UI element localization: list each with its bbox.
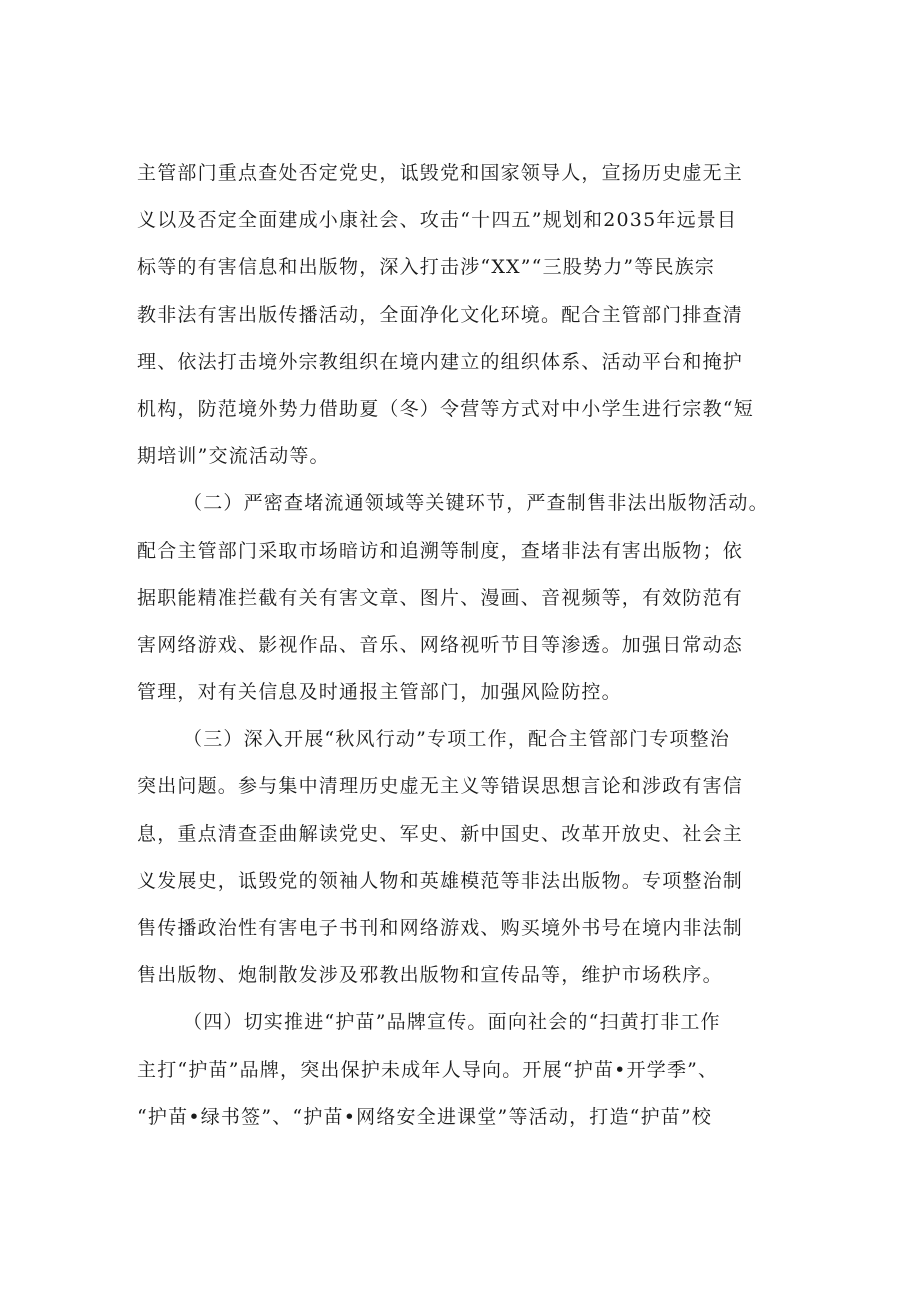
document-body <box>137 150 797 1141</box>
text-line: 突出问题。参与集中清理历史虚无主义等错误思想言论和涉政有害信 <box>137 775 744 798</box>
paragraph-3 <box>137 716 797 999</box>
text-line: 据职能精准拦截有关有害文章、图片、漫画、音视频等，有效防范有 <box>137 586 744 609</box>
paragraph-2 <box>137 480 797 716</box>
text-line: 息，重点清查歪曲解读党史、军史、新中国史、改革开放史、社会主 <box>137 822 744 845</box>
paragraph-heading-line: （三）深入开展“秋风行动”专项工作，配合主管部门专项整治 <box>183 728 731 751</box>
paragraph-1 <box>137 150 797 480</box>
text-line: 售传播政治性有害电子书刊和网络游戏、购买境外书号在境内非法制 <box>137 917 744 939</box>
text-line: 配合主管部门采取市场暗访和追溯等制度，查堵非法有害出版物；依 <box>137 539 744 562</box>
paragraph-heading-line: （四）切实推进“护苗”品牌宣传。面向社会的“扫黄打非工作 <box>183 1011 721 1034</box>
text-line: 主管部门重点查处否定党史，诋毁党和国家领导人，宣扬历史虚无主 <box>137 162 744 184</box>
text-line: 义发展史，诋毁党的领袖人物和英雄模范等非法出版物。专项整治制 <box>137 869 744 892</box>
text-line: 标等的有害信息和出版物，深入打击涉“XX”“三股势力”等民族宗 <box>137 256 716 279</box>
text-line: 机构，防范境外势力借助夏（冬）令营等方式对中小学生进行宗教“短 <box>137 397 754 420</box>
text-line: 害网络游戏、影视作品、音乐、网络视听节目等渗透。加强日常动态 <box>137 633 744 656</box>
paragraph-heading-line: （二）严密查堵流通领域等关键环节，严查制售非法出版物活动。 <box>183 492 769 515</box>
text-line: 期培训”交流活动等。 <box>137 445 330 468</box>
text-line: “护苗•绿书签”、“护苗•网络安全进课堂”等活动，打造“护苗”校 <box>137 1105 713 1128</box>
text-line: 义以及否定全面建成小康社会、攻击“十四五”规划和2035年远景目 <box>137 209 738 232</box>
text-line: 教非法有害出版传播活动，全面净化文化环境。配合主管部门排查清 <box>137 303 744 326</box>
paragraph-4 <box>137 999 797 1141</box>
text-line: 理、依法打击境外宗教组织在境内建立的组织体系、活动平台和掩护 <box>137 350 744 373</box>
text-line: 售出版物、炮制散发涉及邪教出版物和宣传品等，维护市场秩序。 <box>137 964 723 987</box>
text-line: 主打“护苗”品牌，突出保护未成年人导向。开展“护苗•开学季”、 <box>137 1058 719 1081</box>
text-line: 管理，对有关信息及时通报主管部门，加强风险防控。 <box>137 681 622 704</box>
